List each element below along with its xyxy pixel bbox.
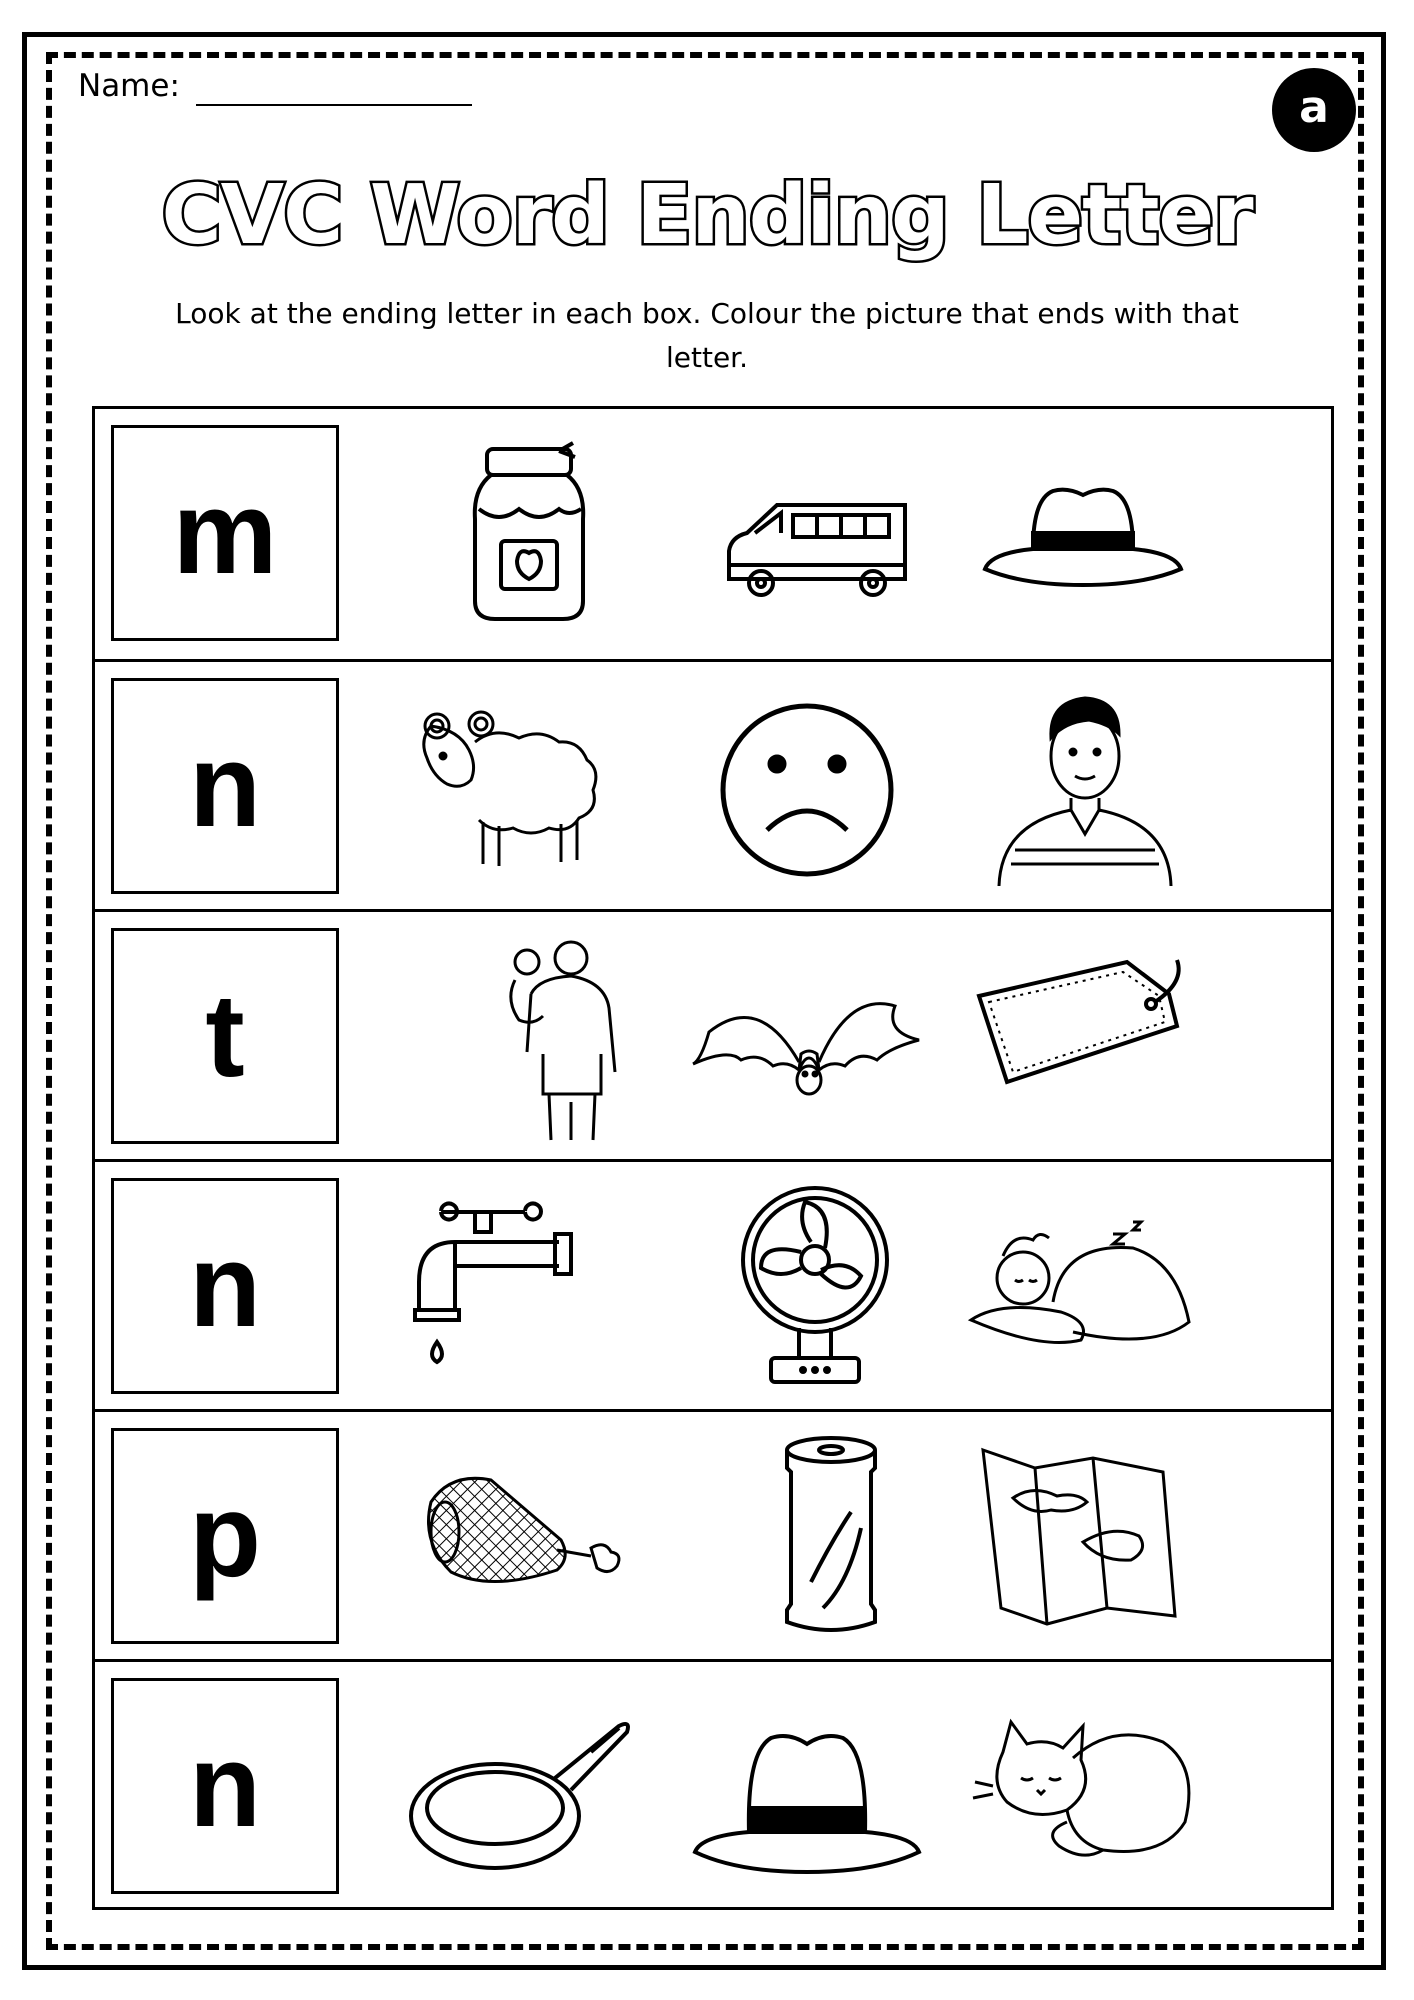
jam-jar-icon[interactable] — [409, 429, 649, 639]
badge: a — [1272, 68, 1356, 152]
hat-icon[interactable] — [687, 1682, 927, 1892]
bat-icon[interactable] — [689, 932, 929, 1142]
tap-icon[interactable] — [411, 1182, 651, 1392]
name-label: Name: — [78, 68, 180, 104]
map-icon[interactable] — [963, 1432, 1203, 1642]
letter-box: n — [111, 1678, 339, 1894]
sad-face-icon[interactable] — [687, 682, 927, 892]
letter-box: m — [111, 425, 339, 641]
pan-icon[interactable] — [405, 1682, 645, 1892]
van-icon[interactable] — [689, 429, 929, 639]
dad-icon[interactable] — [441, 932, 681, 1142]
cat-napping-icon[interactable] — [963, 1682, 1203, 1892]
boy-icon[interactable] — [963, 682, 1203, 892]
instructions: Look at the ending letter in each box. Colour the picture that ends with that letter. — [175, 297, 1239, 374]
tag-icon[interactable] — [963, 932, 1203, 1142]
letter-box: n — [111, 1178, 339, 1394]
worksheet-row — [95, 1659, 1331, 1909]
worksheet-row — [95, 409, 1331, 659]
fan-icon[interactable] — [695, 1182, 935, 1392]
worksheet-grid — [92, 406, 1334, 1910]
letter-box: p — [111, 1428, 339, 1644]
hat-icon[interactable] — [963, 429, 1203, 639]
nap-icon[interactable] — [963, 1182, 1203, 1392]
worksheet-row — [95, 1409, 1331, 1659]
name-field[interactable] — [196, 104, 472, 106]
letter-box: n — [111, 678, 339, 894]
ram-icon[interactable] — [391, 682, 631, 892]
worksheet-row — [95, 1159, 1331, 1409]
worksheet-row — [95, 659, 1331, 909]
ham-icon[interactable] — [411, 1432, 651, 1642]
letter-box: t — [111, 928, 339, 1144]
page-title: CVC Word Ending Letter — [161, 168, 1253, 263]
worksheet-row — [95, 909, 1331, 1159]
can-icon[interactable] — [711, 1432, 951, 1642]
